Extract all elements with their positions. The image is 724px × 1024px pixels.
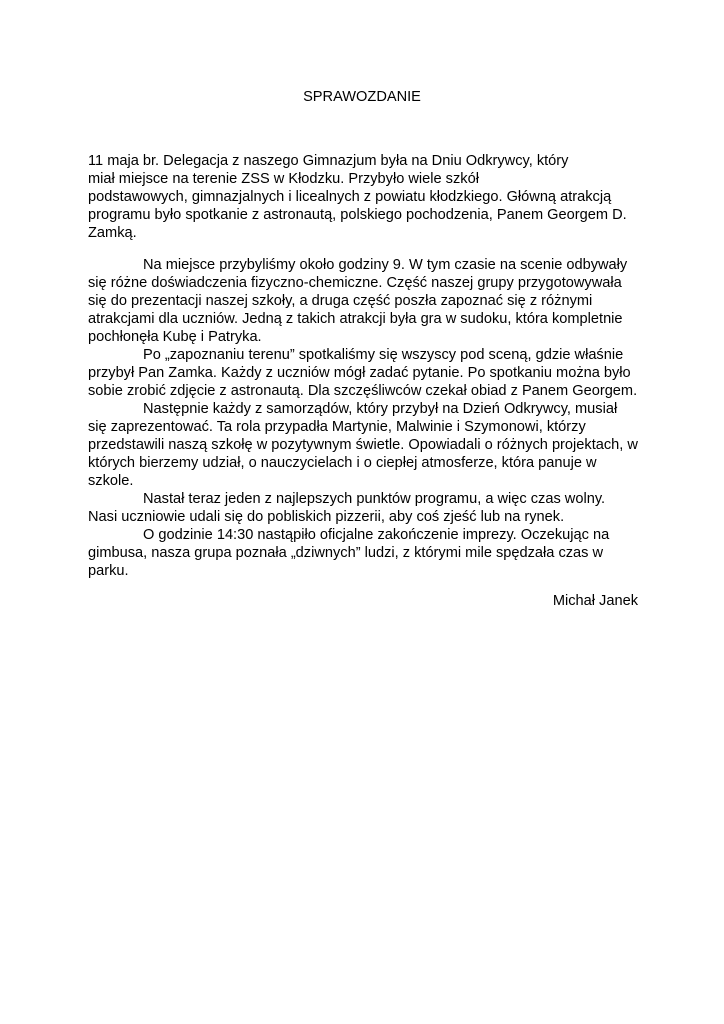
paragraph-1-line: Zamką. xyxy=(88,225,137,241)
paragraph-3-line: Po „zapoznaniu terenu” spotkaliśmy się wszyscy pod sceną, gdzie właśnie xyxy=(143,347,624,363)
paragraph-5-line: Nasi uczniowie udali się do pobliskich pizzerii, aby coś zjeść lub na rynek. xyxy=(88,509,565,525)
paragraph-5-line: Nastał teraz jeden z najlepszych punktów programu, a więc czas wolny. xyxy=(143,491,606,507)
paragraph-2-line: Na miejsce przybyliśmy około godziny 9. W tym czasie na scenie odbywały xyxy=(143,257,628,273)
paragraph-2-line: atrakcjami dla uczniów. Jedną z takich atrakcji była gra w sudoku, która kompletnie xyxy=(88,311,623,327)
paragraph-4-line: się zaprezentować. Ta rola przypadła Martynie, Malwinie i Szymonowi, którzy xyxy=(88,419,586,435)
paragraph-2-line: się do prezentacji naszej szkoły, a druga część poszła zapoznać się z różnymi xyxy=(88,293,593,309)
paragraph-6-line: gimbusa, nasza grupa poznała „dziwnych” ludzi, z którymi mile spędzała czas w xyxy=(88,545,604,561)
paragraph-6-line: parku. xyxy=(88,563,129,579)
paragraph-6-line: O godzinie 14:30 nastąpiło oficjalne zakończenie imprezy. Oczekując na xyxy=(143,527,610,543)
paragraph-4-line: których bierzemy udział, o nauczycielach i o ciepłej atmosferze, która panuje w xyxy=(88,455,597,471)
paragraph-3-line: sobie zrobić zdjęcie z astronautą. Dla szczęśliwców czekał obiad z Panem Georgem. xyxy=(88,383,638,399)
paragraph-1-line: 11 maja br. Delegacja z naszego Gimnazjum była na Dniu Odkrywcy, który xyxy=(88,153,569,169)
paragraph-4-line: przedstawili naszą szkołę w pozytywnym świetle. Opowiadali o różnych projektach, w xyxy=(88,437,638,453)
paragraph-3-line: przybył Pan Zamka. Każdy z uczniów mógł zadać pytanie. Po spotkaniu można było xyxy=(88,365,631,381)
document-title: SPRAWOZDANIE xyxy=(303,89,421,105)
paragraph-1-line: podstawowych, gimnazjalnych i licealnych z powiatu kłodzkiego. Główną atrakcją xyxy=(88,189,612,205)
paragraph-4-line: Następnie każdy z samorządów, który przybył na Dzień Odkrywcy, musiał xyxy=(143,401,618,417)
signature: Michał Janek xyxy=(552,593,638,609)
paragraph-2-line: się różne doświadczenia fizyczno-chemiczne. Część naszej grupy przygotowywała xyxy=(88,275,622,291)
paragraph-1-line: miał miejsce na terenie ZSS w Kłodzku. Przybyło wiele szkół xyxy=(88,171,479,187)
paragraph-2-line: pochłonęła Kubę i Patryka. xyxy=(88,329,262,345)
paragraph-4-line: szkole. xyxy=(88,473,134,489)
paragraph-1-line: programu było spotkanie z astronautą, polskiego pochodzenia, Panem Georgem D. xyxy=(88,207,627,223)
